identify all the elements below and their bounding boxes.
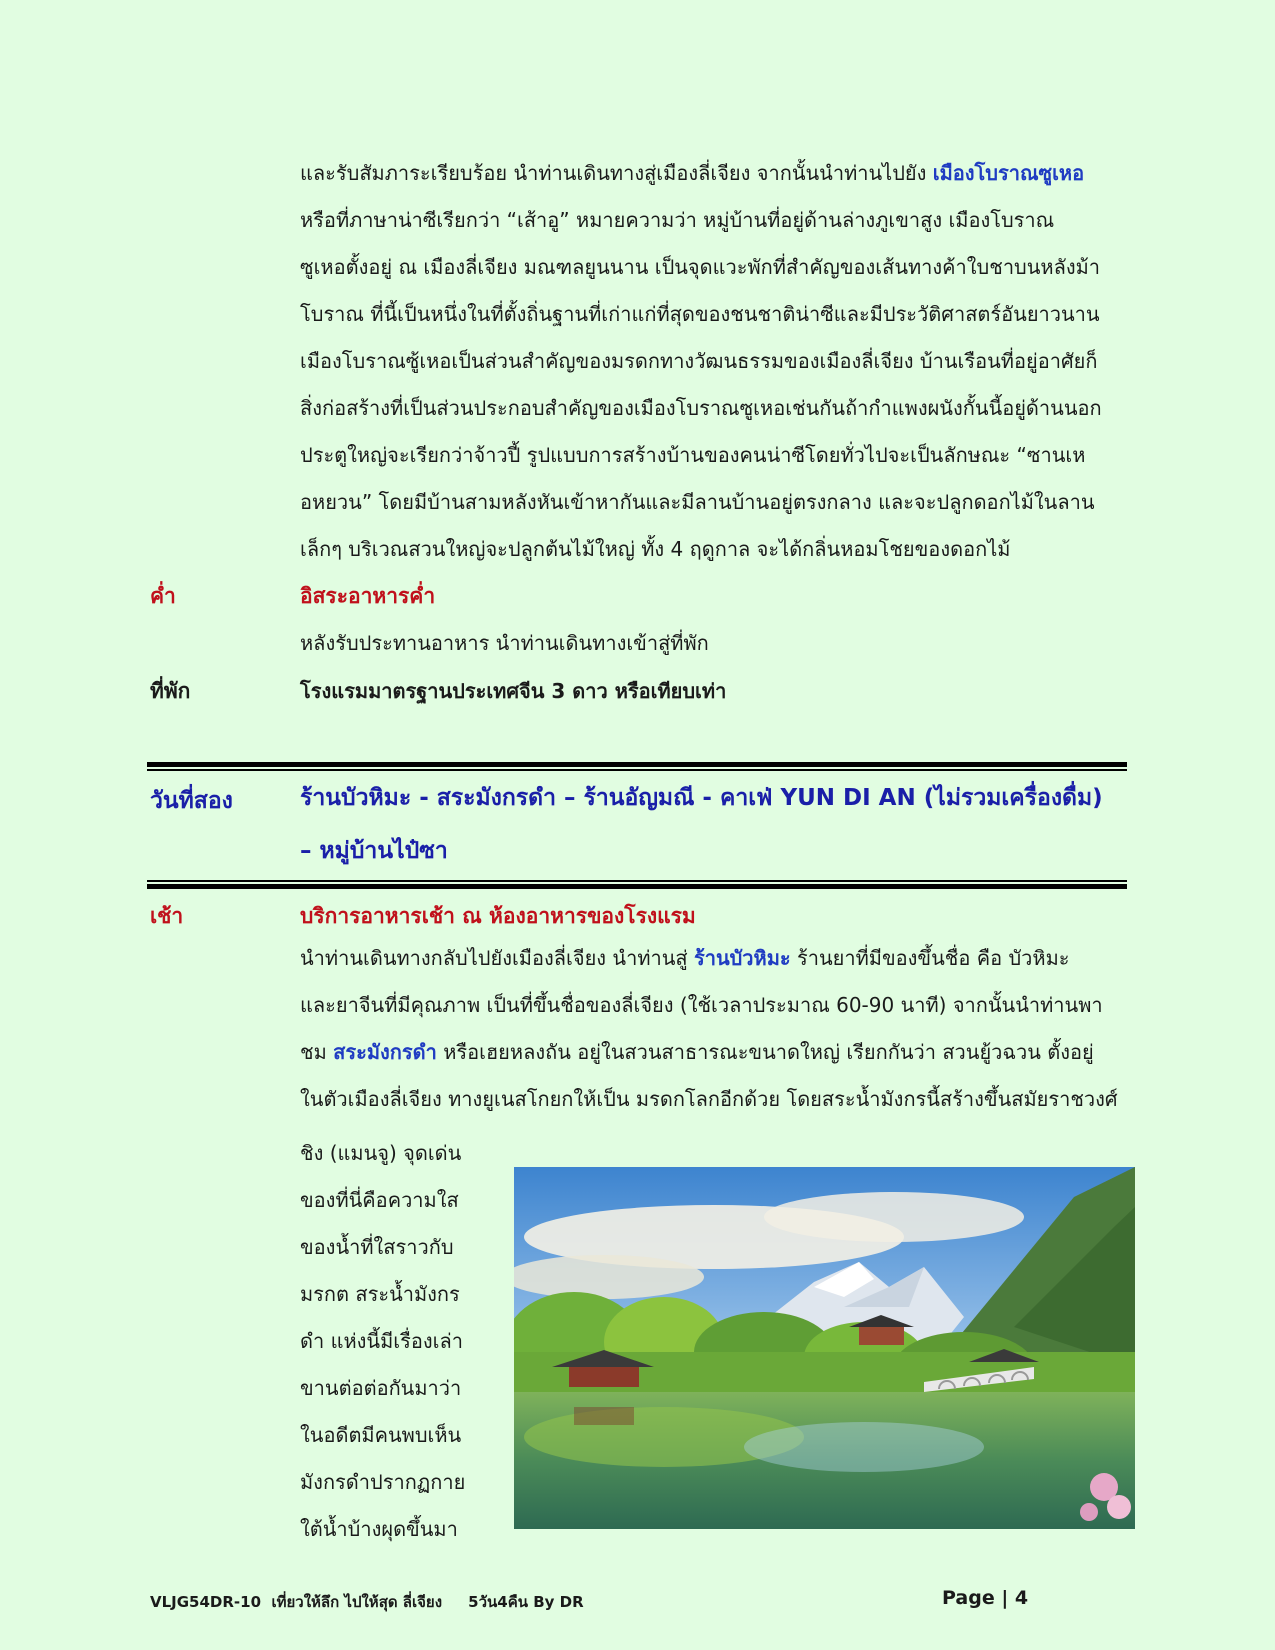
narrow-line: ของน้ำที่ใสราวกับ [300,1235,454,1259]
text: ร้านยาที่มีของขึ้นชื่อ คือ บัวหิมะ [790,946,1070,970]
day2-line: และยาจีนที่มีคุณภาพ เป็นที่ขึ้นชื่อของลี่เจียง (ใช้เวลาประมาณ 60-90 นาที) จากนั้นนำท่านพา [300,993,1103,1017]
highlight-place: ร้านบัวหิมะ [693,946,791,970]
intro-line: เล็กๆ บริเวณสวนใหญ่จะปลูกต้นไม้ใหญ่ ทั้ง 4 ฤดูกาล จะได้กลิ่นหอมโชยของดอกไม้ [300,537,1011,561]
divider-bottom [147,880,1127,889]
divider-top [147,762,1127,771]
dinner-text: หลังรับประทานอาหาร นำท่านเดินทางเข้าสู่ที่พัก [300,631,709,655]
highlight-place: เมืองโบราณซูเหอ [932,161,1085,185]
intro-line: ซูเหอตั้งอยู่ ณ เมืองลี่เจียง มณฑลยูนนาน เป็นจุดแวะพักที่สำคัญของเส้นทางค้าใบชาบนหลังม้า [300,255,1101,279]
narrow-line: ในอดีตมีคนพบเห็น [300,1423,462,1447]
intro-line: อหยวน” โดยมีบ้านสามหลังหันเข้าหากันและมีลานบ้านอยู่ตรงกลาง และจะปลูกดอกไม้ในลาน [300,490,1095,514]
highlight-place: สระมังกรดำ [333,1040,437,1064]
intro-line: ประตูใหญ่จะเรียกว่าจ้าวปี้ รูปแบบการสร้างบ้านของคนน่าซีโดยทั่วไปจะเป็นลักษณะ “ซานเห [300,443,1086,467]
text: นำท่านเดินทางกลับไปยังเมืองลี่เจียง นำท่านสู่ [300,946,694,970]
intro-line: โบราณ ที่นี้เป็นหนึ่งในที่ตั้งถิ่นฐานที่เก่าแก่ที่สุดของชนชาติน่าซีและมีประวัติศาสตร์อันยาวนาน [300,302,1100,326]
narrow-line: มรกต สระน้ำมังกร [300,1282,460,1306]
intro-line [300,150,1132,197]
hotel-text: โรงแรมมาตรฐานประเทศจีน 3 ดาว หรือเทียบเท่า [300,679,727,703]
day-title-line: – หมู่บ้านไป๋ซา [300,838,448,864]
breakfast-title: บริการอาหารเช้า ณ ห้องอาหารของโรงแรม [300,904,696,928]
day-title-line: ร้านบัวหิมะ - สระมังกรดำ – ร้านอัญมณี - คาเฟ่ YUN DI AN (ไม่รวมเครื่องดื่ม) [300,785,1103,811]
narrow-line: ของที่นี่คือความใส [300,1188,459,1212]
day2-line [300,1029,1132,1076]
text: และรับสัมภาระเรียบร้อย นำท่านเดินทางสู่เมืองลี่เจียง จากนั้นนำท่านไปยัง [300,161,933,185]
day-title [300,772,1140,878]
narrow-line: ขานต่อต่อกันมาว่า [300,1376,462,1400]
narrow-line: ดำ แห่งนี้มีเรื่องเล่า [300,1329,463,1353]
hotel-label: ที่พัก [150,679,191,703]
text: ชม [300,1040,334,1064]
breakfast-label: เช้า [150,904,184,928]
day2-line [300,935,1132,982]
narrow-line: มังกรดำปรากฏกาย [300,1470,466,1494]
intro-line: หรือที่ภาษาน่าซีเรียกว่า “เส้าอู” หมายความว่า หมู่บ้านที่อยู่ด้านล่างภูเขาสูง เมืองโบราณ [300,208,1055,232]
dinner-title: อิสระอาหารค่ำ [300,584,436,608]
intro-line: เมืองโบราณซู้เหอเป็นส่วนสำคัญของมรดกทางวัฒนธรรมของเมืองลี่เจียง บ้านเรือนที่อยู่อาศัยก็ [300,349,1098,373]
intro-line: สิ่งก่อสร้างที่เป็นส่วนประกอบสำคัญของเมืองโบราณซูเหอเช่นกันถ้ากำแพงผนังกั้นนี้อยู่ด้านนอก [300,396,1102,420]
day-label: วันที่สอง [150,788,233,814]
narrow-line: ใต้น้ำบ้างผุดขึ้นมา [300,1517,458,1541]
intro-paragraph [300,150,1132,573]
narrow-line: ชิง (แมนจู) จุดเด่น [300,1141,462,1165]
footer-tour-code: VLJG54DR-10 เที่ยวให้ลึก ไปให้สุด ลี่เจียง 5วัน4คืน By DR [150,1593,584,1611]
day2-line: ในตัวเมืองลี่เจียง ทางยูเนสโกยกให้เป็น มรดกโลกอีกด้วย โดยสระน้ำมังกรนี้สร้างขึ้นสมัยราชวงศ์ [300,1087,1118,1111]
text: หรือเฮยหลงถัน อยู่ในสวนสาธารณะขนาดใหญ่ เรียกกันว่า สวนยู้วฉวน ตั้งอยู่ [436,1040,1094,1064]
black-dragon-pool-photo [514,1167,1135,1529]
dinner-label: ค่ำ [150,584,176,608]
narrow-text-column [300,1130,500,1553]
page-number: Page | 4 [942,1587,1029,1609]
day2-paragraph [300,935,1132,1123]
